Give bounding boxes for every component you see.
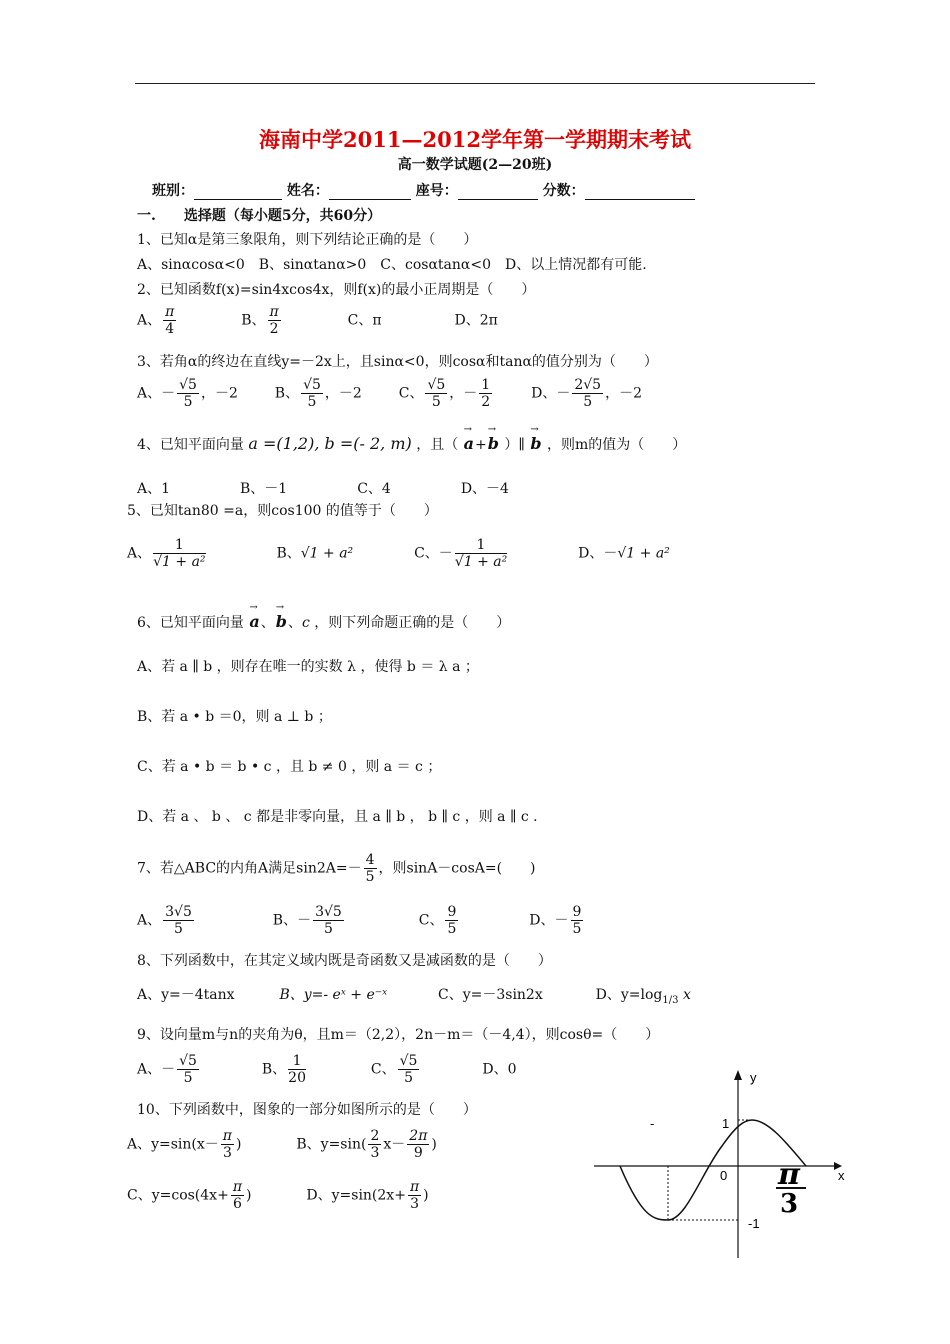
x-axis-label: x <box>838 1168 845 1183</box>
dash-mark: - <box>650 1116 655 1131</box>
y-axis-label: y <box>750 1070 757 1085</box>
q4-vector-expr: a =(1,2), b =(- 2, m) <box>248 434 412 453</box>
y-one-label: 1 <box>722 1116 730 1131</box>
q5-stem: 5、已知tan80 =a，则cos100 的值等于（ ） <box>127 503 438 519</box>
q7-stem: 7、若△ABC的内角A满足sin2A=－ $\frac{4}{5}$ ，则sinA－cosA=( ) <box>137 852 536 886</box>
q2-options: A、 $\frac{\pi}{4}$ B、 $\frac{\pi}{2}$ C、π D、2π <box>137 304 498 338</box>
student-info-row <box>152 180 695 200</box>
name-label: 姓名： <box>286 183 329 199</box>
q5-options: A、 $\frac{1}{\text{√1 + a²}}$ B、√1 + a² C、－ $\frac{1}{\text{√1 + a²}}$ D、－√1 + a² <box>127 537 670 571</box>
seat-field[interactable] <box>458 185 538 200</box>
q6-option-d: D、若 a 、 b 、 c 都是非零向量，且 a ∥ b ， b ∥ c ，则 a ∥ c . <box>137 809 538 825</box>
q2-stem: 2、已知函数f(x)=sin4xcos4x，则f(x)的最小正周期是（ ） <box>137 282 536 298</box>
q7-options: A、 $\frac{3√5}{5}$ B、－ $\frac{3√5}{5}$ C、 $\frac{9}{5}$ D、－ $\frac{9}{5}$ <box>137 904 582 938</box>
class-label: 班别： <box>152 183 194 199</box>
y-axis-arrow-icon <box>734 1070 742 1080</box>
q4-stem: 4、已知平面向量 a =(1,2), b =(- 2, m) ，且（ → a+→ b ）∥ → b ，则m的值为（ ） <box>137 428 686 454</box>
frac: $\frac{\pi}{4}$ <box>165 304 175 338</box>
q10-options-cd: C、y=cos(4x+ $\frac{\pi}{6}$ ) D、y=sin(2x+ $\frac{\pi}{3}$ ) <box>127 1179 429 1213</box>
q6-option-b: B、若 a • b ＝0，则 a ⊥ b ； <box>137 709 332 725</box>
class-field[interactable] <box>194 185 282 200</box>
q9-options: A、－ $\frac{√5}{5}$ B、 $\frac{1}{20}$ C、 $\frac{√5}{5}$ D、0 <box>137 1053 517 1087</box>
q6-option-c: C、若 a • b ＝ b • c ，且 b ≠ 0 ，则 a ＝ c ； <box>137 759 442 775</box>
section1-heading: 一. 选择题（每小题5分，共60分） <box>137 208 382 224</box>
pi-over-3-den: 3 <box>780 1189 799 1219</box>
origin-label: 0 <box>720 1168 728 1183</box>
header-rule <box>135 83 815 84</box>
frac: $\frac{\pi}{2}$ <box>269 304 279 338</box>
q10-options-ab: A、y=sin(x－ $\frac{\pi}{3}$ ) B、y=sin( $\frac{2}{3}$ x－ $\frac{2\pi}{9}$ ) <box>127 1128 437 1162</box>
q10-stem: 10、下列函数中，图象的一部分如图所示的是（ ） <box>137 1102 477 1118</box>
q3-options: A、－ $\frac{√5}{5}$ ，－2 B、 $\frac{√5}{5}$ ，－2 C、 $\frac{√5}{5}$ ，－ $\frac{1}{2}$ D、－ $\frac{2√5}{5}$ ，－2 <box>137 377 643 411</box>
q1-stem: 1、已知α是第三象限角，则下列结论正确的是（ ） <box>137 232 478 248</box>
name-field[interactable] <box>329 185 411 200</box>
q8-options: A、y=－4tanx B、y=- eˣ + e⁻ˣ C、y=－3sin2x D、$y=\log_{1/3}$ x <box>137 987 691 1006</box>
y-neg-one-label: -1 <box>748 1216 760 1231</box>
pi-over-3-num: π <box>778 1157 800 1192</box>
score-field[interactable] <box>585 185 695 200</box>
q4-options: A、1 B、－1 C、4 D、－4 <box>137 481 509 497</box>
seat-label: 座号： <box>415 183 458 199</box>
exam-subtitle: 高一数学试题(2—20班) <box>397 157 553 173</box>
exam-title: 海南中学2011—2012学年第一学期期末考试 <box>259 127 691 152</box>
q6-option-a: A、若 a ∥ b ，则存在唯一的实数 λ ，使得 b ＝ λ a ； <box>137 659 479 675</box>
q3-stem: 3、若角α的终边在直线y=－2x上，且sinα<0，则cosα和tanα的值分别为（ ） <box>137 354 658 370</box>
q6-stem: 6、已知平面向量 → a、→ b、c ，则下列命题正确的是（ ） <box>137 606 510 632</box>
sine-graph <box>590 1062 850 1262</box>
q9-stem: 9、设向量m与n的夹角为θ，且m＝（2,2），2n－m＝（－4,4），则cosθ=（ ） <box>137 1027 660 1043</box>
q8-stem: 8、下列函数中，在其定义域内既是奇函数又是减函数的是（ ） <box>137 953 552 969</box>
score-label: 分数： <box>542 183 585 199</box>
q1-options: A、sinαcosα<0 B、sinαtanα>0 C、cosαtanα<0 D、以上情况都有可能. <box>137 257 647 273</box>
